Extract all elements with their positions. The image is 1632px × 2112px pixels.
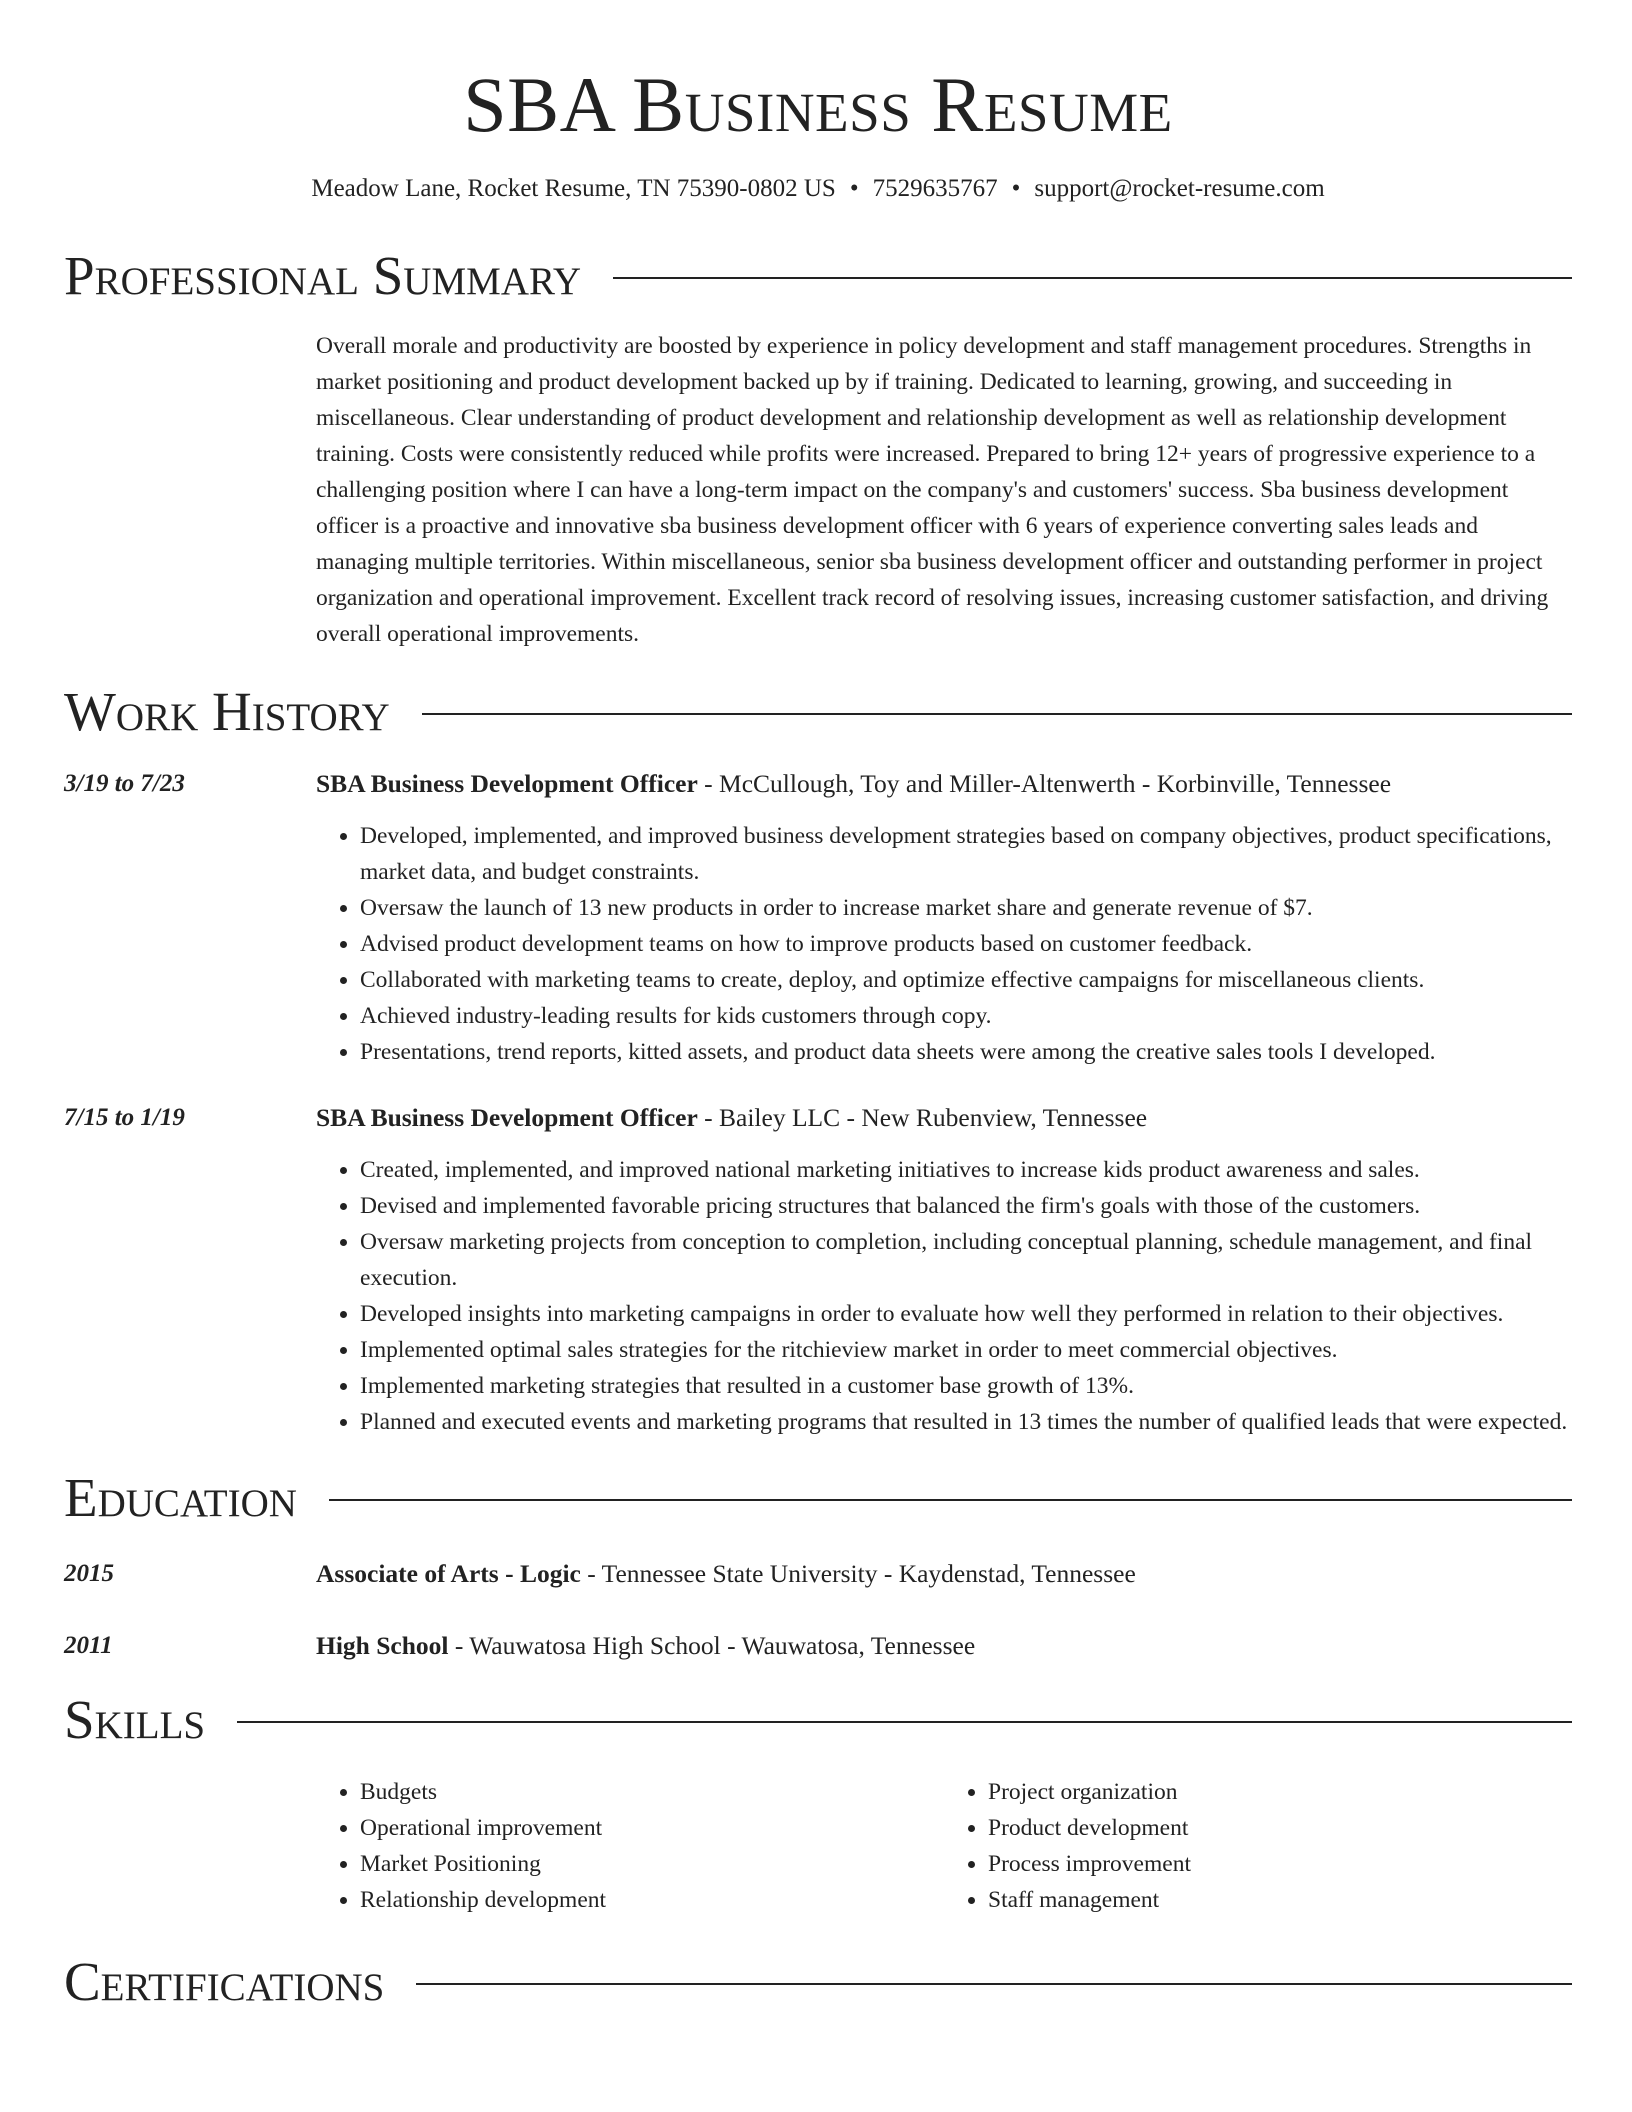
section-header-certifications (64, 1952, 1572, 2012)
section-divider (416, 1983, 1572, 1985)
job-bullet: • Oversaw marketing projects from conception to completion, including conceptual planning, schedule management, and final execution. (360, 1224, 1572, 1296)
skill-item: • Operational improvement (360, 1810, 944, 1846)
summary-text: Overall morale and productivity are boosted by experience in policy development and staff management procedures. Strengths in market positioning and product development backed up by if training. Dedicated to learning, growing, and succeeding in miscellaneous. Clear understanding of product development and relationship development as well as relationship development training. Costs were consistently reduced while profits were increased. Prepared to bring 12+ years of progressive experience to a challenging position where I can have a long-term impact on the company's and customers' success. Sba business development officer is a proactive and innovative sba business development officer with 6 years of experience converting sales leads and managing multiple territories. Within miscellaneous, senior sba business development officer and outstanding performer in project organization and operational improvement. Excellent track record of resolving issues, increasing customer satisfaction, and driving overall operational improvements. (316, 333, 1549, 647)
job-bullet: • Advised product development teams on how to improve products based on customer feedback. (360, 926, 1572, 962)
skill-item: • Staff management (988, 1882, 1572, 1918)
contact-phone: 7529635767 (872, 175, 998, 202)
contact-separator: • (849, 175, 859, 202)
skills-grid (316, 1774, 1572, 1918)
job-title-line (316, 1100, 1572, 1136)
section-header-education (64, 1468, 1572, 1528)
job-bullet: • Collaborated with marketing teams to create, deploy, and optimize effective campaigns for miscellaneous clients. (360, 962, 1572, 998)
skill-item: • Product development (988, 1810, 1572, 1846)
skill-item: • Market Positioning (360, 1846, 944, 1882)
job-bullet: • Presentations, trend reports, kitted assets, and product data sheets were among the creative sales tools I developed. (360, 1034, 1572, 1070)
job-role: SBA Business Development Officer (316, 769, 698, 798)
job-bullet: • Devised and implemented favorable pricing structures that balanced the firm's goals with those of the customers. (360, 1188, 1572, 1224)
section-header-skills (64, 1690, 1572, 1750)
skills-column-right (944, 1774, 1572, 1918)
contact-email: support@rocket-resume.com (1034, 175, 1325, 202)
job-body (316, 1100, 1572, 1440)
section-title-summary: Professional Summary (64, 245, 582, 306)
education-year: 2011 (64, 1632, 113, 1659)
section-title-certifications: Certifications (64, 1951, 385, 2012)
job-bullets (316, 818, 1572, 1070)
job-bullet: • Created, implemented, and improved national marketing initiatives to increase kids product awareness and sales. (360, 1152, 1572, 1188)
resume-page (64, 0, 1572, 2012)
job-bullet: • Planned and executed events and marketing programs that resulted in 13 times the number of qualified leads that were expected. (360, 1404, 1572, 1440)
job-title-line (316, 766, 1572, 802)
contact-address: Meadow Lane, Rocket Resume, TN 75390-0802 US (311, 175, 836, 202)
skills-column-left (316, 1774, 944, 1918)
job-dates: 3/19 to 7/23 (64, 770, 185, 797)
job-details: - McCullough, Toy and Miller-Altenwerth - Korbinville, Tennessee (697, 769, 1392, 798)
job-body (316, 766, 1572, 1070)
job-bullets (316, 1152, 1572, 1440)
section-title-skills: Skills (64, 1689, 206, 1750)
education-details: - Wauwatosa High School - Wauwatosa, Tennessee (448, 1631, 976, 1660)
job-details: - Bailey LLC - New Rubenview, Tennessee (697, 1103, 1148, 1132)
education-degree: High School (316, 1631, 449, 1660)
education-entry (64, 1556, 1572, 1592)
job-bullet: • Developed, implemented, and improved business development strategies based on company objectives, product specifications, market data, and budget constraints. (360, 818, 1572, 890)
section-title-education: Education (64, 1467, 297, 1528)
job-bullet: • Developed insights into marketing campaigns in order to evaluate how well they performed in relation to their objectives. (360, 1296, 1572, 1332)
education-line (316, 1556, 1136, 1592)
job-dates: 7/15 to 1/19 (64, 1104, 185, 1131)
education-year: 2015 (64, 1560, 114, 1587)
resume-name: SBA Business Resume (463, 61, 1173, 148)
education-degree: Associate of Arts - Logic (316, 1559, 581, 1588)
skill-item: • Budgets (360, 1774, 944, 1810)
section-header-work (64, 682, 1572, 742)
education-entry (64, 1628, 1572, 1664)
job-role: SBA Business Development Officer (316, 1103, 698, 1132)
job-bullet: • Achieved industry-leading results for kids customers through copy. (360, 998, 1572, 1034)
job-entry (64, 1100, 1572, 1440)
skill-item: • Relationship development (360, 1882, 944, 1918)
skill-item: • Process improvement (988, 1846, 1572, 1882)
section-header-summary (64, 246, 1572, 306)
job-bullet: • Oversaw the launch of 13 new products in order to increase market share and generate revenue of $7. (360, 890, 1572, 926)
job-bullet: • Implemented optimal sales strategies for the ritchieview market in order to meet commercial objectives. (360, 1332, 1572, 1368)
section-title-work: Work History (64, 681, 390, 742)
job-entry (64, 766, 1572, 1070)
education-line (316, 1628, 975, 1664)
section-divider (613, 277, 1572, 279)
section-divider (329, 1499, 1572, 1501)
section-divider (237, 1721, 1572, 1723)
job-bullet: • Implemented marketing strategies that resulted in a customer base growth of 13%. (360, 1368, 1572, 1404)
contact-line (64, 174, 1572, 204)
skill-item: • Project organization (988, 1774, 1572, 1810)
section-divider (422, 713, 1572, 715)
contact-separator: • (1011, 175, 1021, 202)
education-details: - Tennessee State University - Kaydenstad, Tennessee (580, 1559, 1136, 1588)
